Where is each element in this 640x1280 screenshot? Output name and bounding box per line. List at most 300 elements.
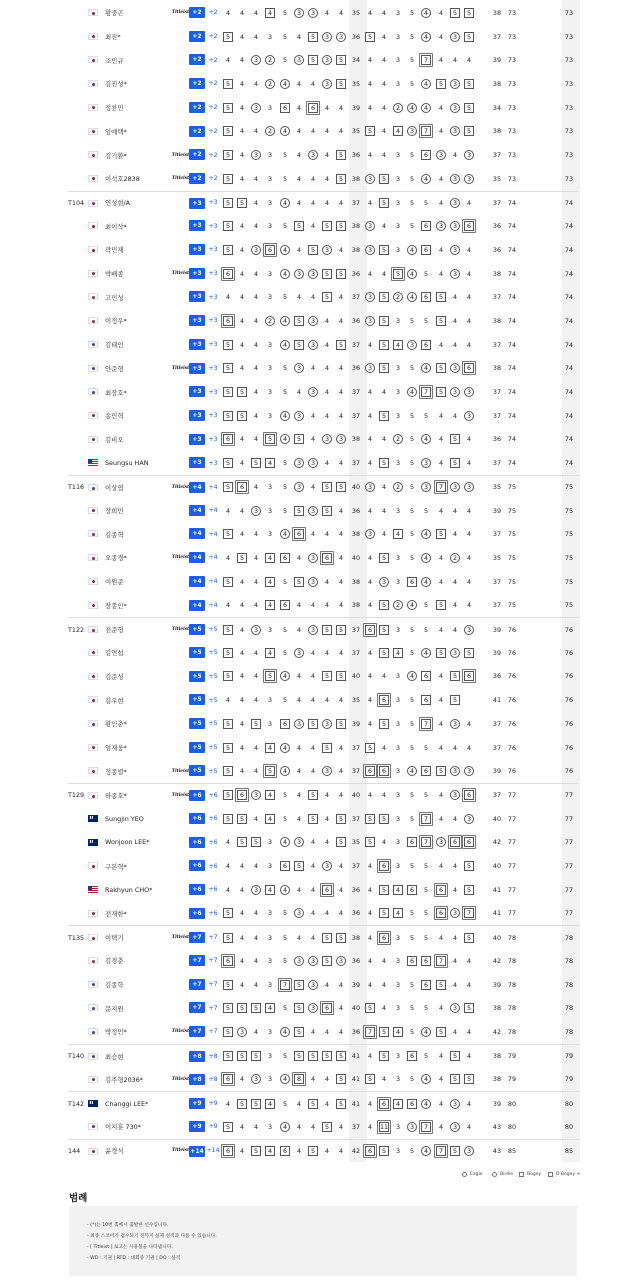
in-total: 35 <box>492 553 502 562</box>
hole-score: 5 <box>409 316 415 325</box>
player-name[interactable]: 최장호* <box>105 388 127 397</box>
hole-score: 5 <box>393 262 404 286</box>
hole-score: 3 <box>395 577 401 586</box>
country-flag-icon <box>88 1004 98 1011</box>
hole-score: 4 <box>367 719 373 728</box>
hole-score: 4 <box>407 262 418 286</box>
out-total: 36 <box>351 956 361 965</box>
player-name[interactable]: 송민혁 <box>105 412 124 421</box>
rank-cell <box>68 594 85 618</box>
hole-score: 5 <box>379 807 390 831</box>
player-name[interactable]: 오종경* <box>105 554 127 563</box>
player-name[interactable]: 최승현 <box>105 1052 124 1061</box>
in-total: 39 <box>492 648 502 657</box>
today-score: +3 <box>208 199 218 207</box>
table-row[interactable] <box>68 357 578 381</box>
player-name[interactable]: 박배종 <box>105 270 124 279</box>
table-row[interactable] <box>68 854 578 878</box>
hole-score: 4 <box>367 198 373 207</box>
player-name[interactable]: 문지원 <box>105 1004 124 1013</box>
hole-score: 5 <box>282 577 288 586</box>
rank-cell <box>68 357 85 381</box>
table-row[interactable] <box>68 996 578 1020</box>
hole-score: 3 <box>450 996 461 1020</box>
hole-score: 3 <box>294 476 305 499</box>
round-score: 74 <box>507 340 517 349</box>
hole-score: 4 <box>367 956 373 965</box>
table-row[interactable] <box>68 499 578 523</box>
table-row[interactable] <box>68 72 578 96</box>
hole-score: 6 <box>407 1092 418 1115</box>
out-total: 36 <box>351 364 361 373</box>
table-row[interactable] <box>68 736 578 760</box>
hole-score: 3 <box>464 618 475 641</box>
hole-score: 5 <box>282 933 288 942</box>
hole-score: 4 <box>265 807 276 831</box>
hole-score: 5 <box>282 506 288 515</box>
player-name[interactable]: 이원준 <box>105 578 124 587</box>
player-name[interactable]: Rakhyun CHO* <box>105 885 153 894</box>
total-score-badge: +7 <box>189 932 205 943</box>
player-name[interactable]: Sungjin YEO <box>105 814 144 823</box>
player-name[interactable]: 김기환* <box>105 151 127 160</box>
rank-cell: T140 <box>68 1052 85 1061</box>
hole-score: 5 <box>409 1075 415 1084</box>
hole-score: 4 <box>421 1020 432 1044</box>
hole-score: 4 <box>324 316 330 325</box>
player-name[interactable]: Wonjoon LEE* <box>105 838 150 847</box>
table-row[interactable] <box>68 831 578 855</box>
player-name[interactable]: 김종학 <box>105 981 124 990</box>
hole-score: 4 <box>324 814 330 823</box>
today-score: +5 <box>208 767 218 775</box>
today-score: +7 <box>208 1004 218 1012</box>
hole-score: 7 <box>421 48 432 72</box>
hole-score: 6 <box>223 949 234 973</box>
final-score: 76 <box>564 767 574 776</box>
hole-score: 4 <box>296 198 302 207</box>
hole-score: 4 <box>438 1122 444 1131</box>
player-name[interactable]: 이지훈 730* <box>105 1123 141 1132</box>
hole-score: 4 <box>466 577 472 586</box>
hole-score: 3 <box>450 192 461 215</box>
player-name[interactable]: 구본혁* <box>105 862 127 871</box>
table-row[interactable] <box>68 380 578 404</box>
country-flag-icon <box>88 815 98 822</box>
player-name[interactable]: 장종인* <box>105 601 127 610</box>
hole-score: 6 <box>464 357 475 381</box>
hole-score: 3 <box>267 222 273 231</box>
hole-score: 5 <box>322 499 333 523</box>
total-score-badge: +6 <box>189 884 205 895</box>
hole-score: 5 <box>409 198 415 207</box>
hole-score: 5 <box>237 192 248 215</box>
in-total: 42 <box>492 956 502 965</box>
table-row[interactable] <box>68 238 578 262</box>
hole-score: 4 <box>239 151 245 160</box>
hole-score: 4 <box>225 56 231 65</box>
player-name[interactable]: 김경춘 <box>105 957 124 966</box>
hole-score: 5 <box>237 996 248 1020</box>
table-row[interactable] <box>68 665 578 689</box>
total-score-badge: +4 <box>189 600 205 611</box>
rank-cell <box>68 546 85 570</box>
rank-cell <box>68 807 85 831</box>
total-score-badge: +6 <box>189 837 205 848</box>
hole-score: 7 <box>421 380 432 404</box>
table-row[interactable] <box>68 48 578 72</box>
hole-score: 6 <box>379 688 390 712</box>
player-name[interactable]: 김연섭 <box>105 649 124 658</box>
player-name[interactable]: 황중곤 <box>105 9 124 18</box>
hole-score: 4 <box>239 530 245 539</box>
player-name[interactable]: 김태인 <box>105 341 124 350</box>
hole-score: 4 <box>466 530 472 539</box>
round-score: 76 <box>507 719 517 728</box>
hole-score: 4 <box>452 956 458 965</box>
hole-score: 4 <box>338 743 344 752</box>
player-name[interactable]: 김비오 <box>105 435 124 444</box>
hole-score: 3 <box>450 902 461 926</box>
hole-score: 4 <box>239 601 245 610</box>
player-name[interactable]: 이석호2838 <box>105 175 140 184</box>
hole-score: 5 <box>237 380 248 404</box>
hole-score: 5 <box>223 72 234 96</box>
player-name[interactable]: Changgi LEE* <box>105 1099 149 1108</box>
hole-score: 5 <box>223 807 234 831</box>
ball-brand-logo: Titleist <box>171 1076 190 1082</box>
hole-score: 3 <box>395 79 401 88</box>
hole-score: 5 <box>336 143 347 167</box>
player-name[interactable]: 고민성 <box>105 293 124 302</box>
table-row[interactable] <box>68 949 578 973</box>
ball-brand-logo: Titleist <box>171 627 190 633</box>
hole-score: 5 <box>251 831 262 855</box>
player-name[interactable]: 윤경식 <box>105 1147 124 1156</box>
hole-score: 3 <box>450 1115 461 1139</box>
total-score-badge: +9 <box>189 1098 205 1109</box>
out-total: 38 <box>351 933 361 942</box>
player-name[interactable]: 정찬민 <box>105 104 124 113</box>
today-score: +7 <box>208 934 218 942</box>
player-name[interactable]: 안준형 <box>105 364 124 373</box>
table-row[interactable] <box>68 1068 578 1092</box>
hole-score: 3 <box>294 641 305 665</box>
hole-score: 11 <box>379 1122 389 1131</box>
player-name[interactable]: 전준형 <box>105 626 124 635</box>
hole-score: 4 <box>280 192 291 215</box>
player-name[interactable]: 전재한* <box>105 909 127 918</box>
hole-score: 5 <box>423 1052 429 1061</box>
hole-score: 6 <box>421 665 432 689</box>
table-row[interactable] <box>68 214 578 238</box>
hole-score: 4 <box>452 743 458 752</box>
player-name[interactable]: 최진* <box>105 33 121 42</box>
hole-score: 3 <box>251 878 262 902</box>
hole-score: 4 <box>438 506 444 515</box>
table-row[interactable] <box>68 641 578 665</box>
table-row[interactable] <box>68 143 578 167</box>
table-row[interactable] <box>68 617 578 641</box>
hole-score: 6 <box>223 1068 234 1092</box>
hole-score: 3 <box>294 902 305 926</box>
player-name[interactable]: 연성현/A <box>105 199 131 208</box>
table-row[interactable] <box>68 309 578 333</box>
hole-score: 4 <box>280 120 291 144</box>
table-row[interactable] <box>68 191 578 215</box>
table-row[interactable] <box>68 1139 578 1163</box>
rank-cell <box>68 878 85 902</box>
table-row[interactable] <box>68 333 578 357</box>
hole-score: 4 <box>421 546 432 570</box>
table-row[interactable] <box>68 475 578 499</box>
hole-score: 5 <box>365 996 376 1020</box>
hole-score: 4 <box>466 980 472 989</box>
hole-score: 4 <box>324 388 330 397</box>
hole-score: 4 <box>296 174 302 183</box>
final-score: 76 <box>564 719 574 728</box>
table-row[interactable] <box>68 807 578 831</box>
hole-score: 4 <box>239 696 245 705</box>
player-name[interactable]: 조민규 <box>105 56 124 65</box>
in-total: 38 <box>492 316 502 325</box>
hole-score: 3 <box>267 980 273 989</box>
hole-score: 4 <box>367 577 373 586</box>
hole-score: 4 <box>310 198 316 207</box>
hole-score: 3 <box>267 174 273 183</box>
hole-score: 4 <box>253 814 259 823</box>
table-row[interactable] <box>68 1115 578 1139</box>
hole-score: 3 <box>395 1122 401 1131</box>
hole-score: 3 <box>450 712 461 736</box>
table-row[interactable] <box>68 902 578 926</box>
player-name[interactable]: 곽민재 <box>105 246 124 255</box>
hole-score: 4 <box>253 222 259 231</box>
hole-score: 4 <box>438 435 444 444</box>
in-total: 38 <box>492 269 502 278</box>
total-score-badge: +5 <box>189 765 205 776</box>
hole-score: 5 <box>223 712 234 736</box>
table-row[interactable] <box>68 96 578 120</box>
hole-score: 5 <box>251 451 262 475</box>
final-score: 78 <box>564 1027 574 1036</box>
table-row[interactable] <box>68 1091 578 1115</box>
country-flag-icon <box>88 222 98 229</box>
hole-score: 3 <box>267 1075 273 1084</box>
in-total: 36 <box>492 245 502 254</box>
hole-score: 6 <box>237 476 248 499</box>
in-total: 36 <box>492 435 502 444</box>
out-total: 37 <box>351 459 361 468</box>
hole-score: 4 <box>381 269 387 278</box>
player-name[interactable]: 하종호* <box>105 791 127 800</box>
hole-score: 4 <box>239 577 245 586</box>
player-name[interactable]: 김종혁 <box>105 530 124 539</box>
player-name[interactable]: 이택기 <box>105 934 124 943</box>
rank-cell <box>68 665 85 689</box>
player-name[interactable]: 임예택* <box>105 127 127 136</box>
table-row[interactable] <box>68 925 578 949</box>
table-row[interactable] <box>68 1020 578 1044</box>
hole-score: 6 <box>421 285 432 309</box>
player-name[interactable]: 장희민 <box>105 507 124 516</box>
player-name[interactable]: 이정우* <box>105 317 127 326</box>
hole-score: 4 <box>310 1075 316 1084</box>
table-row[interactable] <box>68 570 578 594</box>
ball-brand-logo: Titleist <box>171 1148 190 1154</box>
table-row[interactable] <box>68 688 578 712</box>
hole-score: 4 <box>253 127 259 136</box>
table-row[interactable] <box>68 451 578 475</box>
hole-score: 5 <box>282 814 288 823</box>
hole-score: 5 <box>282 648 288 657</box>
in-total: 39 <box>492 767 502 776</box>
hole-score: 4 <box>381 791 387 800</box>
table-row[interactable] <box>68 167 578 191</box>
out-total: 36 <box>351 885 361 894</box>
hole-score: 4 <box>338 8 344 17</box>
out-total: 40 <box>351 553 361 562</box>
final-score: 77 <box>564 791 574 800</box>
round-score: 75 <box>507 506 517 515</box>
hole-score: 5 <box>336 262 347 286</box>
today-score: +8 <box>208 1075 218 1083</box>
final-score: 73 <box>564 127 574 136</box>
table-row[interactable] <box>68 594 578 618</box>
hole-score: 5 <box>450 665 461 689</box>
hole-score: 5 <box>282 174 288 183</box>
hole-score: 4 <box>381 743 387 752</box>
hole-score: 4 <box>253 553 259 562</box>
rank-cell <box>68 285 85 309</box>
hole-score: 3 <box>395 198 401 207</box>
hole-score: 3 <box>450 238 461 262</box>
hole-score: 4 <box>296 553 302 562</box>
table-row[interactable] <box>68 120 578 144</box>
player-name[interactable]: 김우현 <box>105 696 124 705</box>
hole-score: 5 <box>464 926 475 949</box>
hole-score: 4 <box>421 428 432 452</box>
table-row[interactable] <box>68 404 578 428</box>
table-row[interactable] <box>68 1044 578 1068</box>
round-score: 75 <box>507 483 517 492</box>
hole-score: 3 <box>464 143 475 167</box>
player-name[interactable]: 황인춘* <box>105 720 127 729</box>
hole-score: 4 <box>280 522 291 546</box>
hole-score: 4 <box>367 672 373 681</box>
out-total: 38 <box>351 577 361 586</box>
hole-score: 6 <box>464 831 475 855</box>
hole-score: 3 <box>322 48 333 72</box>
table-row[interactable] <box>68 522 578 546</box>
legend-bogey-label: Bogey <box>527 1171 542 1177</box>
hole-score: 4 <box>280 238 291 262</box>
table-row[interactable] <box>68 1 578 25</box>
hole-score: 5 <box>423 909 429 918</box>
today-score: +5 <box>208 744 218 752</box>
country-flag-icon <box>88 792 98 799</box>
total-score-badge: +5 <box>189 742 205 753</box>
country-flag-icon <box>88 80 98 87</box>
hole-score: 3 <box>322 238 333 262</box>
table-row[interactable] <box>68 546 578 570</box>
country-flag-icon <box>88 341 98 348</box>
player-name[interactable]: Seungsu HAN <box>105 459 149 468</box>
hole-score: 5 <box>322 1115 333 1139</box>
country-flag-icon <box>88 886 98 893</box>
hole-score: 4 <box>381 530 387 539</box>
player-name[interactable]: 김주형2036* <box>105 1075 143 1084</box>
hole-score: 5 <box>308 238 319 262</box>
hole-score: 3 <box>294 1 305 25</box>
table-row[interactable] <box>68 25 578 49</box>
hole-score: 6 <box>322 878 333 902</box>
hole-score: 3 <box>407 1115 418 1139</box>
hole-score: 4 <box>253 411 259 420</box>
player-name[interactable]: 박정민* <box>105 1028 127 1037</box>
hole-score: 5 <box>409 933 415 942</box>
hole-score: 4 <box>367 862 373 871</box>
hole-score: 4 <box>381 956 387 965</box>
hole-score: 4 <box>438 32 444 41</box>
hole-score: 4 <box>381 103 387 112</box>
player-name[interactable]: 김진성* <box>105 80 127 89</box>
hole-score: 4 <box>239 1122 245 1131</box>
hole-score: 5 <box>282 791 288 800</box>
round-score: 77 <box>507 814 517 823</box>
hole-score: 4 <box>296 601 302 610</box>
player-name[interactable]: 최이삭* <box>105 222 127 231</box>
hole-score: 4 <box>466 1052 472 1061</box>
player-name[interactable]: 정종렬* <box>105 767 127 776</box>
hole-score: 4 <box>381 56 387 65</box>
table-row[interactable] <box>68 428 578 452</box>
in-total: 39 <box>492 980 502 989</box>
hole-score: 5 <box>282 388 288 397</box>
hole-score: 3 <box>267 719 273 728</box>
hole-score: 5 <box>294 973 305 997</box>
hole-score: 6 <box>237 784 248 807</box>
hole-score: 3 <box>464 759 475 783</box>
hole-score: 4 <box>310 222 316 231</box>
hole-score: 5 <box>409 222 415 231</box>
hole-score: 5 <box>322 665 333 689</box>
table-row[interactable] <box>68 973 578 997</box>
player-name[interactable]: 이상엽 <box>105 483 124 492</box>
total-score-badge: +3 <box>189 434 205 445</box>
hole-score: 7 <box>421 712 432 736</box>
player-name[interactable]: 엄재웅* <box>105 744 127 753</box>
table-row[interactable] <box>68 285 578 309</box>
table-row[interactable] <box>68 759 578 783</box>
hole-score: 5 <box>464 1068 475 1092</box>
table-row[interactable] <box>68 878 578 902</box>
hole-score: 2 <box>265 120 276 144</box>
round-score: 78 <box>507 1027 517 1036</box>
hole-score: 5 <box>379 238 390 262</box>
total-score-badge: +4 <box>189 528 205 539</box>
table-row[interactable] <box>68 262 578 286</box>
round-score: 73 <box>507 8 517 17</box>
rank-cell <box>68 712 85 736</box>
out-total: 36 <box>351 909 361 918</box>
player-name[interactable]: 김준성 <box>105 672 124 681</box>
in-total: 35 <box>492 174 502 183</box>
table-row[interactable] <box>68 783 578 807</box>
final-score: 76 <box>564 696 574 705</box>
in-total: 38 <box>492 79 502 88</box>
table-row[interactable] <box>68 712 578 736</box>
